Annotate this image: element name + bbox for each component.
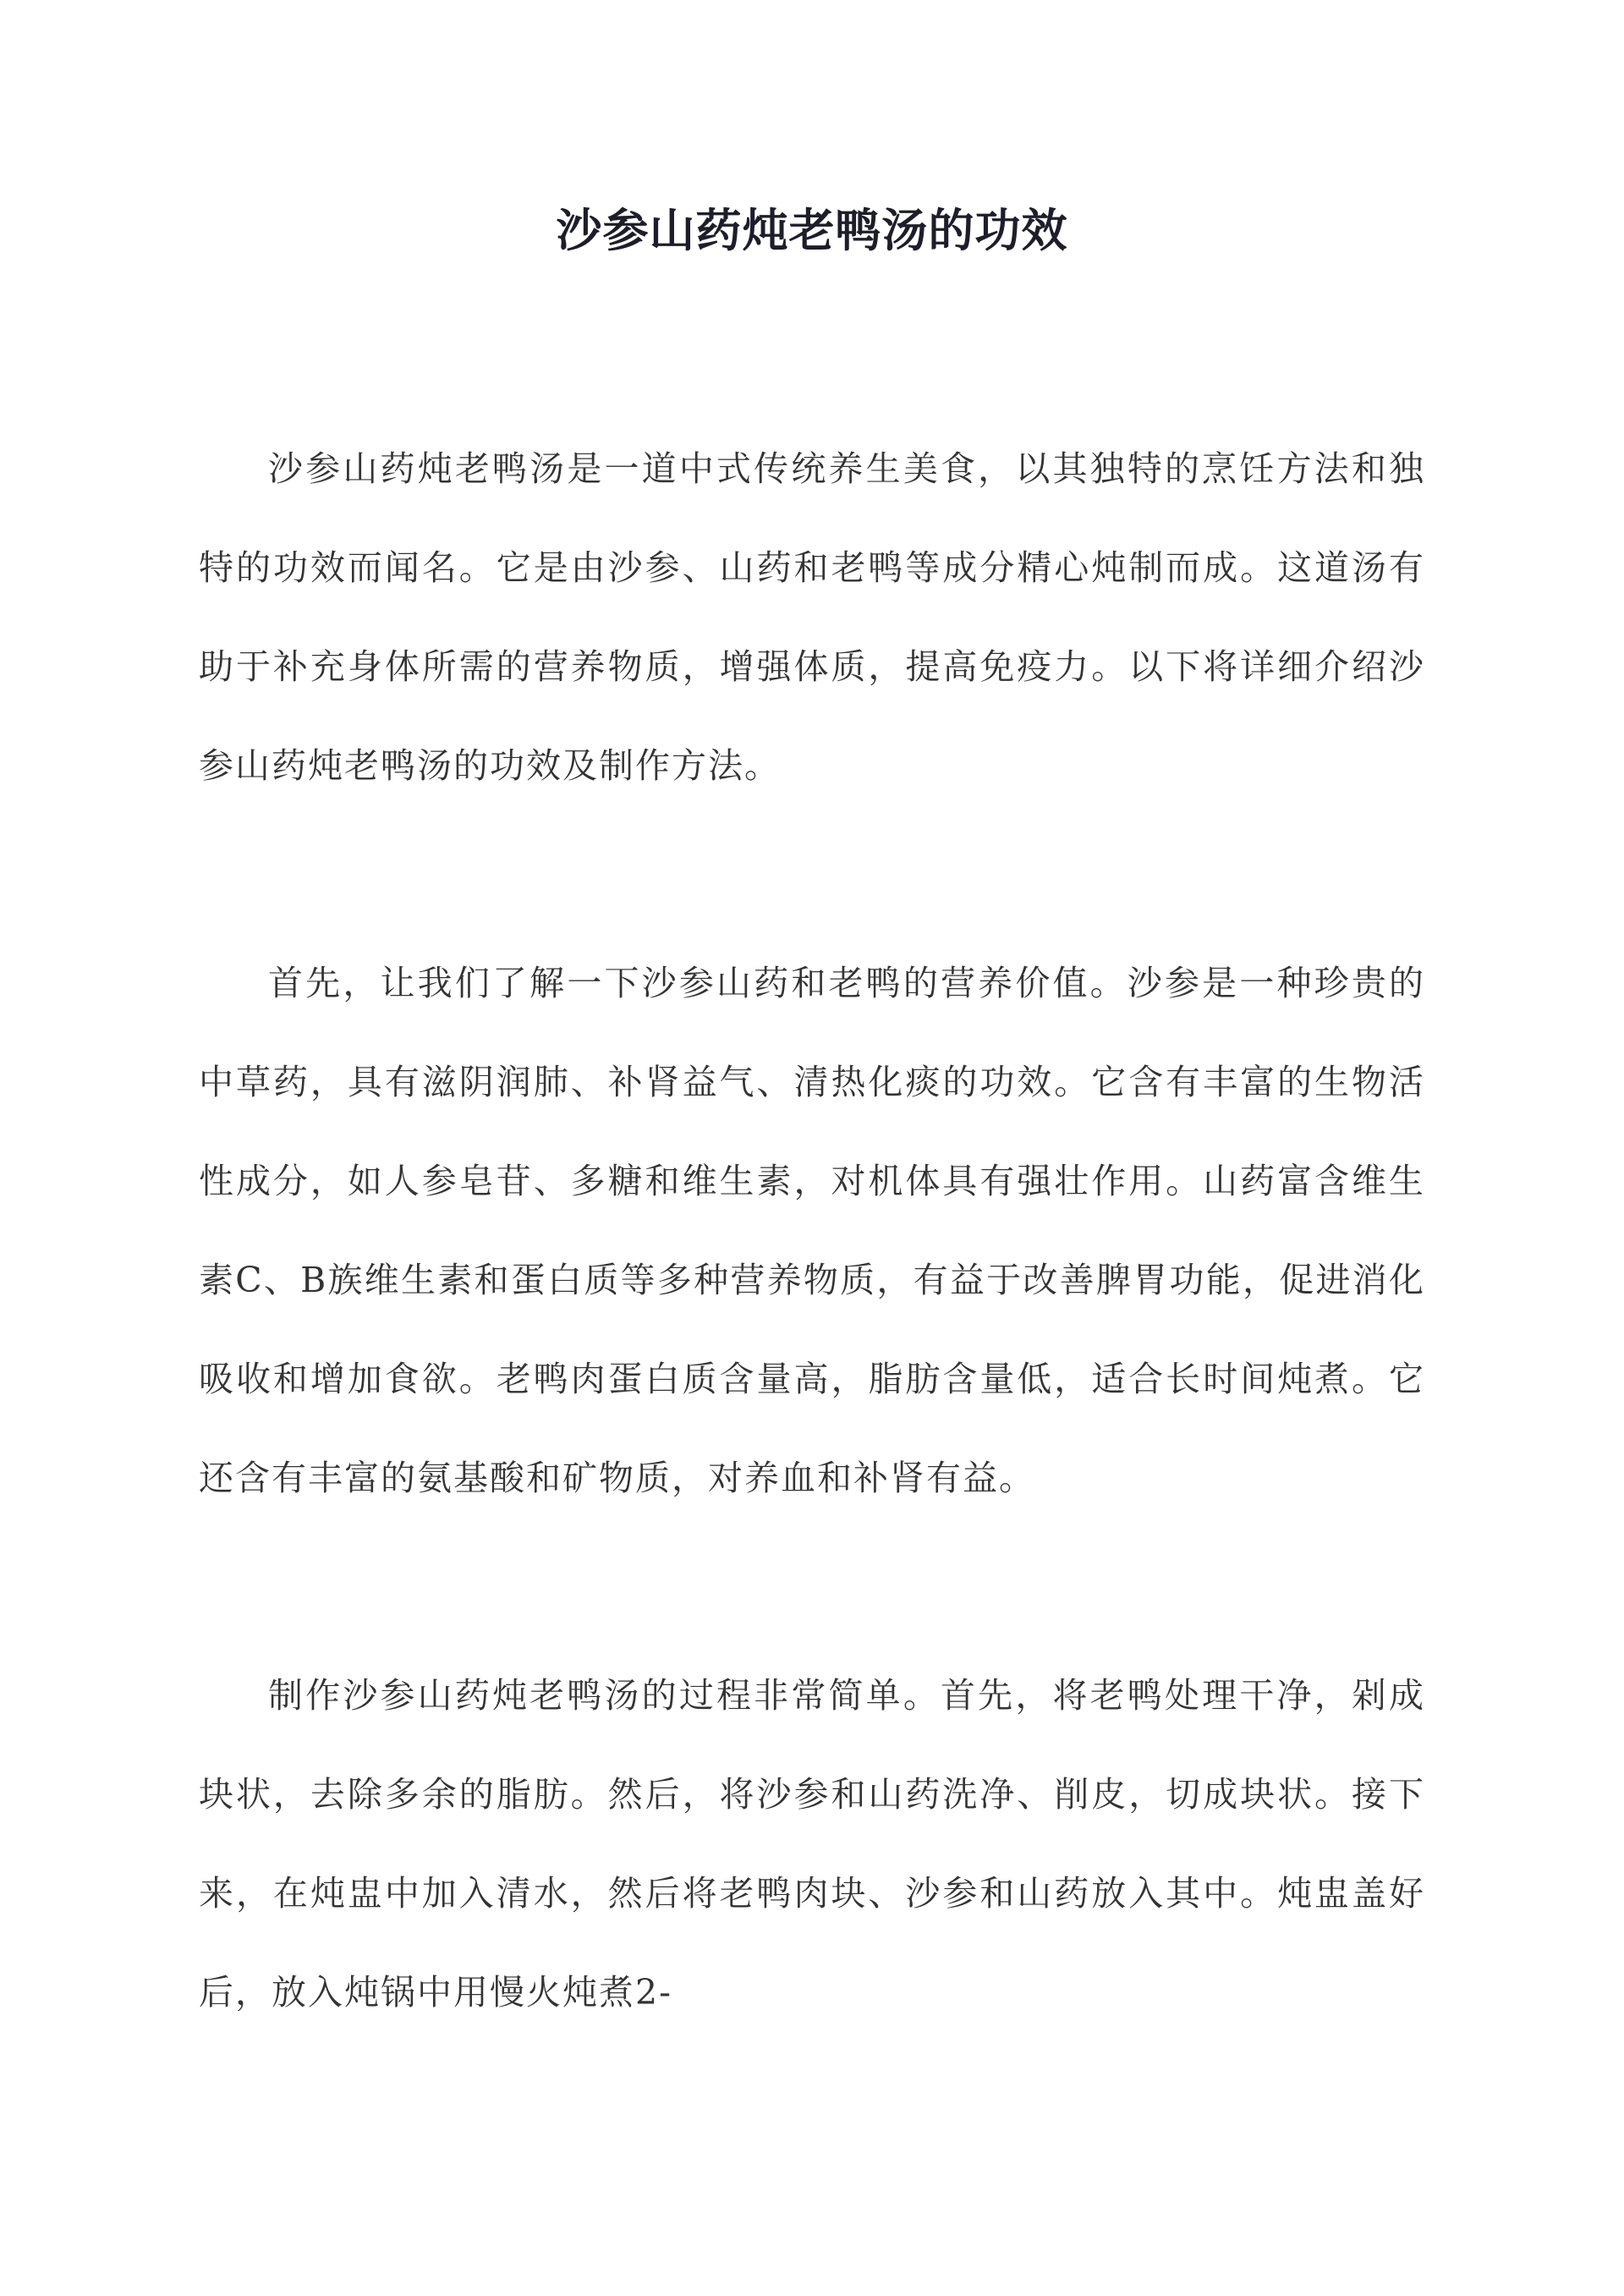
paragraph-intro: 沙参山药炖老鸭汤是一道中式传统养生美食，以其独特的烹饪方法和独特的功效而闻名。它是由沙参、山药和老鸭等成分精心炖制而成。这道汤有助于补充身体所需的营养物质，增强体质，提高免疫力。以下将详细介绍沙参山药炖老鸭汤的功效及制作方法。 — [199, 448, 1425, 786]
document-title: 沙参山药炖老鸭汤的功效 — [556, 203, 1068, 257]
paragraph-nutrition: 首先，让我们了解一下沙参山药和老鸭的营养价值。沙参是一种珍贵的中草药，具有滋阴润肺、补肾益气、清热化痰的功效。它含有丰富的生物活性成分，如人参皂苷、多糖和维生素，对机体具有强壮作用。山药富含维生素C、B族维生素和蛋白质等多种营养物质，有益于改善脾胃功能，促进消化吸收和增加食欲。老鸭肉蛋白质含量高，脂肪含量低，适合长时间炖煮。它还含有丰富的氨基酸和矿物质，对养血和补肾有益。 — [199, 963, 1425, 1498]
paragraph-preparation: 制作沙参山药炖老鸭汤的过程非常简单。首先，将老鸭处理干净，剁成块状，去除多余的脂肪。然后，将沙参和山药洗净、削皮，切成块状。接下来，在炖盅中加入清水，然后将老鸭肉块、沙参和山药放入其中。炖盅盖好后，放入炖锅中用慢火炖煮2- — [199, 1675, 1425, 2013]
